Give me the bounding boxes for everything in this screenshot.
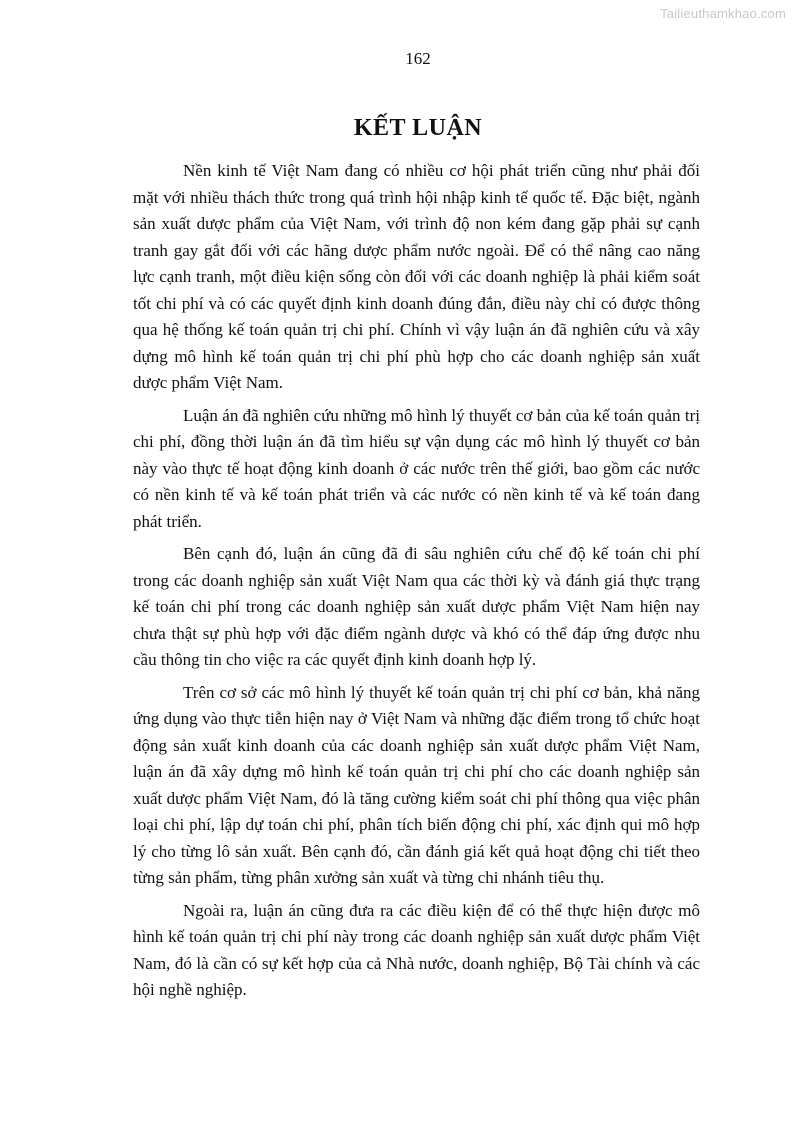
paragraph-2: Luận án đã nghiên cứu những mô hình lý thuyết cơ bản của kế toán quản trị chi phí, đồng thời luận án đã tìm hiểu sự vận dụng các mô hình lý thuyết cơ bản này vào thực tế hoạt động kinh doanh ở các nước trên thế giới, bao gồm các nước có nền kinh tế và kế toán phát triển và các nước có nền kinh tế và kế toán đang phát triển. xyxy=(133,405,700,531)
page-title: KẾT LUẬN xyxy=(353,115,483,141)
paragraph-4: Trên cơ sở các mô hình lý thuyết kế toán quản trị chi phí cơ bản, khả năng ứng dụng vào thực tiễn hiện nay ở Việt Nam và những đặc điểm trong tổ chức hoạt động sản xuất kinh doanh của các doanh nghiệp sản xuất dược phẩm Việt Nam, luận án đã xây dựng mô hình kế toán quản trị chi phí cho các doanh nghiệp sản xuất dược phẩm Việt Nam, đó là tăng cường kiểm soát chi phí thông qua việc phân loại chi phí, lập dự toán chi phí, phân tích biến động chi phí, xác định qui mô hợp lý cho từng lô sản xuất. Bên cạnh đó, cần đánh giá kết quả hoạt động chi tiết theo từng sản phẩm, từng phân xưởng sản xuất và từng chi nhánh tiêu thụ. xyxy=(133,682,700,887)
paragraph-5: Ngoài ra, luận án cũng đưa ra các điều kiện để có thể thực hiện được mô hình kế toán quản trị chi phí này trong các doanh nghiệp sản xuất dược phẩm Việt Nam, đó là cần có sự kết hợp của cả Nhà nước, doanh nghiệp, Bộ Tài chính và các hội nghề nghiệp. xyxy=(133,900,700,999)
watermark-text: Tailieuthamkhao.com xyxy=(660,6,786,21)
paragraph-1: Nền kinh tế Việt Nam đang có nhiều cơ hội phát triển cũng như phải đối mặt với nhiều thách thức trong quá trình hội nhập kinh tế quốc tế. Đặc biệt, ngành sản xuất dược phẩm của Việt Nam, với trình độ non kém đang gặp phải sự cạnh tranh gay gắt đối với các hãng dược phẩm nước ngoài. Để có thể nâng cao năng lực cạnh tranh, một điều kiện sống còn đối với các doanh nghiệp là phải kiểm soát tốt chi phí và có các quyết định kinh doanh đúng đắn, điều này chỉ có được thông qua hệ thống kế toán quản trị chi phí. Chính vì vậy luận án đã nghiên cứu và xây dựng mô hình kế toán quản trị chi phí phù hợp cho các doanh nghiệp sản xuất dược phẩm Việt Nam. xyxy=(133,161,700,392)
page-number: 162 xyxy=(405,49,431,68)
paragraph-3: Bên cạnh đó, luận án cũng đã đi sâu nghiên cứu chế độ kế toán chi phí trong các doanh nghiệp sản xuất Việt Nam qua các thời kỳ và đánh giá thực trạng kế toán chi phí trong các doanh nghiệp sản xuất dược phẩm Việt Nam hiện nay chưa thật sự phù hợp với đặc điểm ngành dược và khó có thể đáp ứng được nhu cầu thông tin cho việc ra các quyết định kinh doanh hợp lý. xyxy=(133,544,700,669)
document-body xyxy=(133,158,700,1010)
